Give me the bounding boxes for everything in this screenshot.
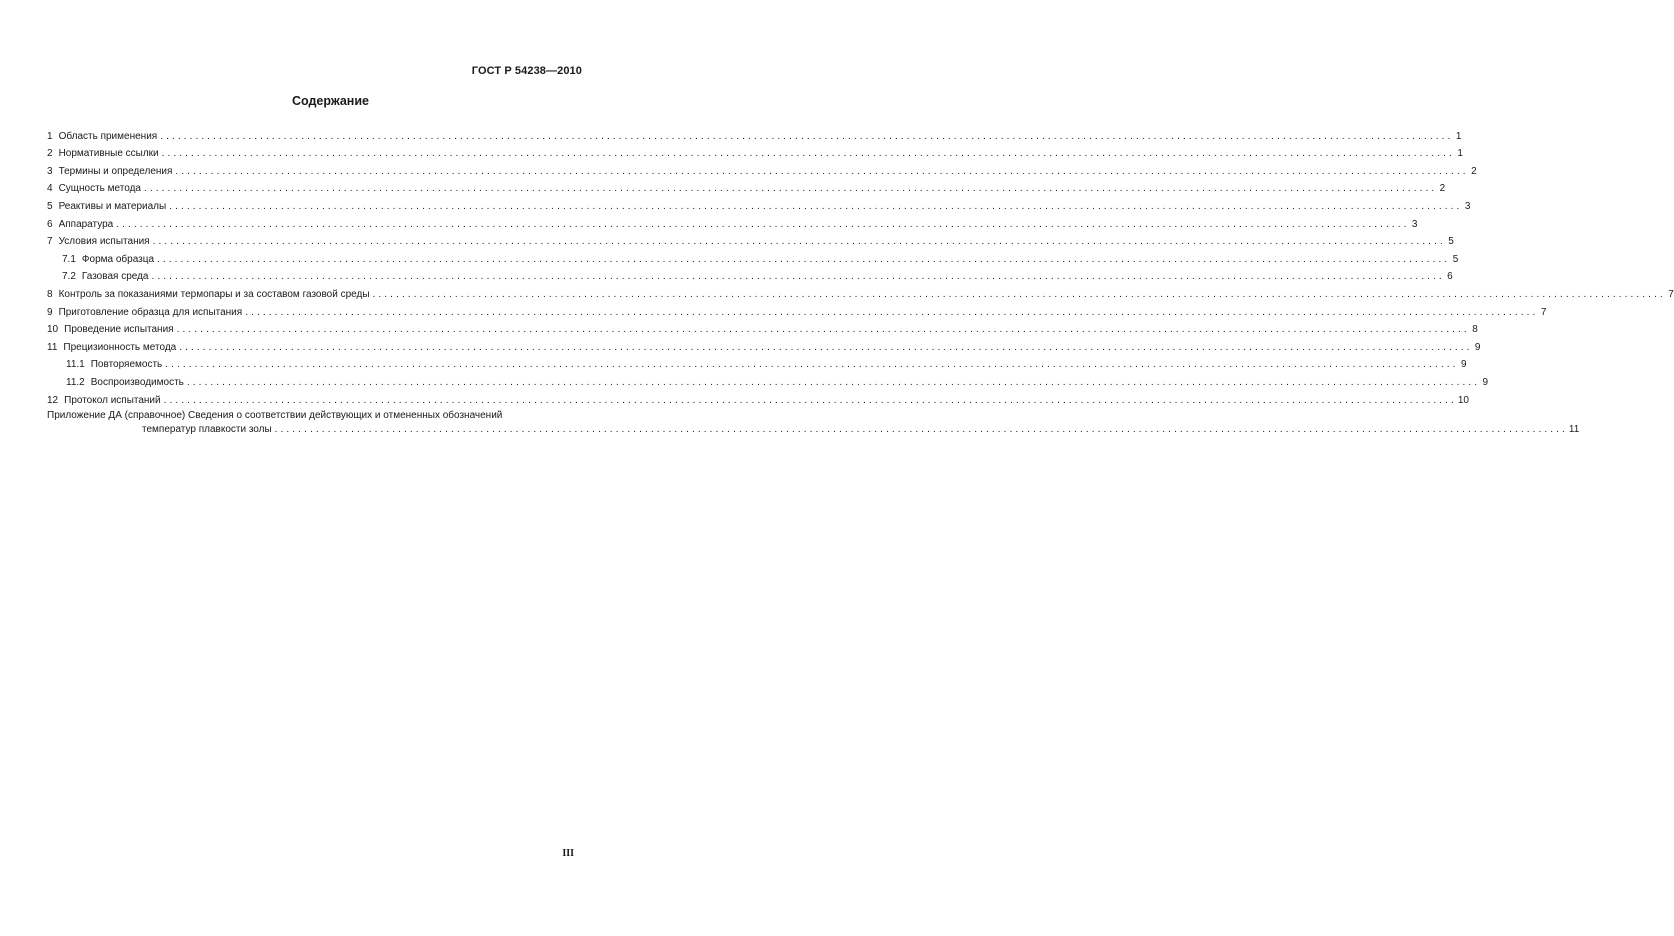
contents-heading: Содержание — [291, 94, 369, 108]
page-number: III — [562, 848, 574, 859]
toc-entry[interactable] — [47, 143, 1463, 161]
toc-entry-page: 7 — [1540, 306, 1547, 318]
toc-entry[interactable] — [47, 283, 1674, 301]
toc-entry-number: 11 — [47, 341, 58, 353]
toc-entry-page: 9 — [1474, 341, 1481, 353]
toc-entry-title — [47, 165, 172, 178]
toc-entry[interactable] — [47, 231, 1454, 249]
appendix-title-line1: Приложение ДА (справочное) Сведения о соответствии действующих и отмененных обозначений — [47, 409, 503, 421]
toc-entry-page: 1 — [1455, 130, 1462, 142]
dot-leader: ............................................................................................................................................................................................................................ — [116, 218, 1410, 230]
dot-leader: ............................................................................................................................................................................................................................ — [143, 183, 1438, 195]
toc-entry-page: 3 — [1464, 200, 1471, 212]
dot-leader: ............................................................................................................................................................................................................................ — [186, 376, 1481, 388]
appendix-title-line2: температур плавкости золы — [142, 423, 272, 435]
toc-entry-number: 7 — [47, 236, 53, 248]
toc-entry-page: 2 — [1439, 183, 1446, 195]
toc-entry-page: 10 — [1457, 394, 1469, 406]
toc-entry-title — [47, 341, 176, 354]
toc-entry-label: Протокол испытаний — [64, 394, 161, 406]
toc-entry[interactable] — [47, 213, 1418, 231]
toc-entry-label: Нормативные ссылки — [58, 148, 159, 160]
toc-entry-title — [47, 394, 161, 407]
toc-entry-number: 11.2 — [66, 376, 85, 388]
toc-entry-label: Сущность метода — [58, 183, 141, 195]
toc-entry[interactable] — [47, 160, 1477, 178]
toc-entry-title — [47, 323, 174, 336]
toc-entry-label: Область применения — [58, 130, 158, 142]
toc-entry[interactable] — [47, 336, 1481, 354]
toc-entry-title — [47, 130, 157, 143]
dot-leader: ............................................................................................................................................................................................................................ — [179, 341, 1473, 353]
dot-leader: ............................................................................................................................................................................................................................ — [176, 324, 1470, 336]
toc-entry-number: 8 — [47, 288, 53, 300]
toc-entry-number: 5 — [47, 200, 53, 212]
dot-leader: ............................................................................................................................................................................................................................ — [169, 200, 1463, 212]
dot-leader: ............................................................................................................................................................................................................................ — [175, 165, 1469, 177]
dot-leader: ............................................................................................................................................................................................................................ — [151, 271, 1445, 283]
toc-entry-title — [47, 306, 242, 319]
toc-entry-page: 5 — [1448, 236, 1454, 248]
toc-entry[interactable] — [47, 301, 1547, 319]
toc-entry[interactable] — [47, 319, 1478, 337]
appendix-title-line2-row — [47, 423, 1580, 437]
toc-entry-title — [66, 376, 184, 389]
toc-entry-title — [47, 147, 159, 160]
toc-entry-number: 1 — [47, 130, 53, 142]
toc-entry-number: 4 — [47, 183, 53, 195]
toc-entry[interactable] — [47, 248, 1459, 266]
toc-entry-title — [47, 182, 141, 195]
toc-entry-page: 6 — [1447, 271, 1453, 283]
toc-entry-title — [47, 235, 150, 248]
dot-leader: ............................................................................................................................................................................................................................ — [160, 130, 1454, 142]
toc-entry[interactable] — [47, 371, 1489, 389]
toc-entry-label: Приготовление образца для испытания — [58, 306, 243, 318]
toc-entry[interactable] — [47, 178, 1446, 196]
toc-entry-label: Реактивы и материалы — [58, 200, 167, 212]
toc-appendix-entry[interactable] — [47, 409, 1580, 437]
toc-entry[interactable] — [47, 354, 1467, 372]
toc-entry-page: 9 — [1460, 359, 1467, 371]
dot-leader: ............................................................................................................................................................................................................................ — [163, 394, 1457, 406]
toc-entry-number: 6 — [47, 218, 53, 230]
dot-leader: ............................................................................................................................................................................................................................ — [165, 359, 1459, 371]
dot-leader: ............................................................................................................................................................................................................................ — [161, 148, 1455, 160]
toc-entry-page: 5 — [1452, 253, 1459, 265]
appendix-page: 11 — [1568, 423, 1580, 435]
toc-entry-title — [62, 270, 149, 283]
toc-entry-label: Контроль за показаниями термопары и за составом газовой среды — [58, 288, 370, 300]
toc-entry-label: Условия испытания — [58, 236, 150, 248]
toc-entry-label: Аппаратура — [58, 218, 114, 230]
dot-leader: ............................................................................................................................................................................................................................ — [245, 306, 1539, 318]
dot-leader: ............................................................................................................................................................................................................................ — [152, 236, 1446, 248]
toc-entry-number: 7.1 — [62, 253, 76, 265]
toc-entry-title — [66, 358, 162, 371]
toc-entry-number: 12 — [47, 394, 59, 406]
dot-leader: ............................................................................................................................................................................................................................ — [372, 288, 1666, 300]
dot-leader: ............................................................................................................................................................................................................................ — [157, 253, 1451, 265]
toc-entry-number: 2 — [47, 148, 53, 160]
table-of-contents — [47, 125, 1674, 437]
toc-entry-page: 7 — [1668, 288, 1674, 300]
dot-leader: ............................................................................................................................................................................................................................ — [274, 423, 1568, 435]
toc-entry[interactable] — [47, 266, 1453, 284]
toc-entry-label: Форма образца — [81, 253, 155, 265]
document-standard-id: ГОСТ Р 54238—2010 — [471, 65, 582, 77]
toc-entry-title — [47, 288, 370, 301]
toc-entry-title — [62, 253, 154, 266]
toc-entry-title — [47, 218, 113, 231]
toc-entry-page: 8 — [1472, 324, 1478, 336]
toc-entry[interactable] — [47, 125, 1462, 143]
toc-entry-label: Проведение испытания — [64, 324, 174, 336]
toc-entry-page: 9 — [1482, 376, 1489, 388]
toc-entry-number: 7.2 — [62, 271, 76, 283]
toc-entry-number: 9 — [47, 306, 53, 318]
toc-entry-label: Воспроизводимость — [90, 376, 184, 388]
toc-entry-page: 3 — [1411, 218, 1418, 230]
toc-entry-number: 10 — [47, 324, 59, 336]
toc-entry-label: Термины и определения — [58, 165, 173, 177]
toc-entry-page: 1 — [1457, 148, 1463, 160]
toc-entry-page: 2 — [1471, 165, 1477, 177]
toc-entry-label: Газовая среда — [81, 271, 149, 283]
toc-entry[interactable] — [47, 195, 1471, 213]
toc-entry-label: Прецизионность метода — [63, 341, 177, 353]
toc-entry-number: 3 — [47, 165, 53, 177]
toc-entry-number: 11.1 — [66, 359, 85, 371]
toc-entry-title — [47, 200, 166, 213]
toc-entry[interactable] — [47, 389, 1469, 407]
toc-entry-label: Повторяемость — [90, 359, 163, 371]
